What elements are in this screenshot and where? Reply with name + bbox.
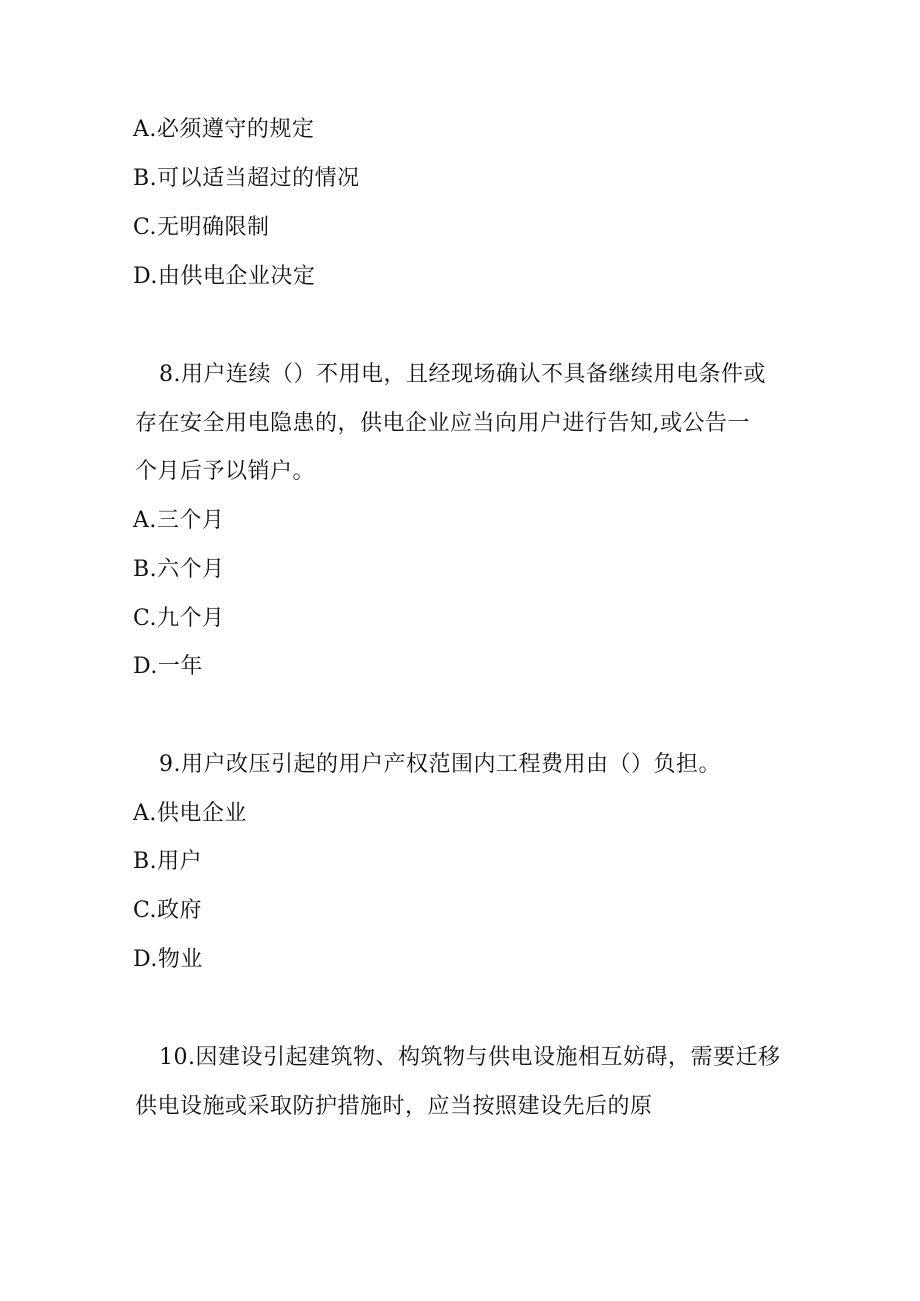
option-d: D.由供电企业决定 [133, 264, 316, 289]
option-a: A.供电企业 [133, 801, 247, 826]
question-stem-line: 9.用户改压引起的用户产权范围内工程费用由（）负担。 [159, 752, 721, 777]
option-a: A.三个月 [133, 508, 225, 533]
question-stem-line: 10.因建设引起建筑物、构筑物与供电设施相互妨碍，需要迁移 [159, 1045, 781, 1070]
option-b: B.六个月 [133, 557, 225, 582]
option-c: C.九个月 [133, 606, 225, 631]
question-stem-line: 个月后予以销户。 [135, 459, 316, 484]
option-b: B.可以适当超过的情况 [133, 166, 360, 191]
option-c: C.无明确限制 [133, 215, 270, 240]
option-d: D.一年 [133, 654, 203, 679]
option-c: C.政府 [133, 898, 203, 923]
option-a: A.必须遵守的规定 [133, 117, 315, 142]
option-b: B.用户 [133, 849, 203, 874]
question-stem-line: 存在安全用电隐患的，供电企业应当向用户进行告知,或公告一 [135, 411, 750, 436]
question-stem-line: 8.用户连续（）不用电，且经现场确认不具备继续用电条件或 [159, 362, 766, 387]
question-stem-line: 供电设施或采取防护措施时，应当按照建设先后的原 [135, 1094, 653, 1119]
option-d: D.物业 [133, 947, 203, 972]
